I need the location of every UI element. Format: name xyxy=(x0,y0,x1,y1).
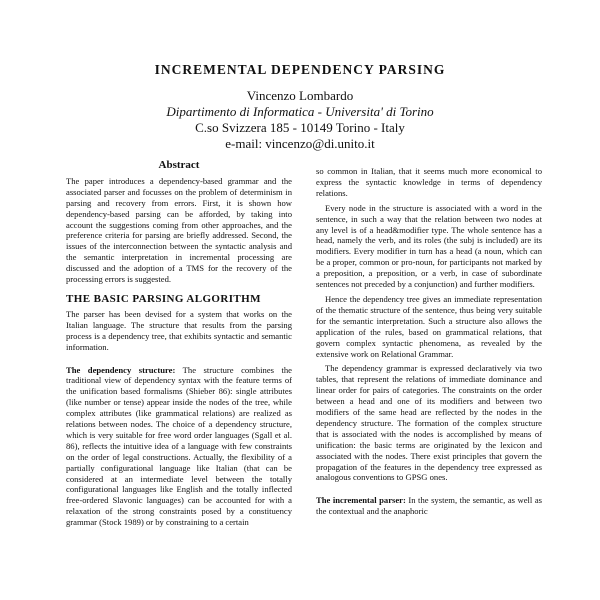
section-paragraph xyxy=(316,495,542,517)
paragraph-body: The structure combines the traditional view of dependency syntax with the feature terms of the unification based formalisms (Shieber 86): single attributes (like number or tense) appear inside the nodes of the tree, while complex attributes (like grammatical relations) are realized as relations between nodes. The choice of a dependency structure, which is very suitable for free word order languages (Sgall et al. 86), reflects the intuitive idea of a language with few constraints on the order of legal constructions. Actually, the flexibility of a partially configurational language like Italian (that can be considered at an intermediate level between the totally configurational languages like English and the totally inflected free-ordered Slavonic languages) can be accounted for with a relaxation of the strong constraints posed by a constituency grammar (Stock 1989) or by constraining to a certain xyxy=(66,364,292,528)
author-block xyxy=(0,88,600,152)
section-heading: THE BASIC PARSING ALGORITHM xyxy=(66,292,261,305)
paragraph-body: In the system, the semantic, as well as the contextual and the anaphoric xyxy=(316,495,543,517)
abstract-heading: Abstract xyxy=(158,159,200,171)
section-paragraph: The dependency grammar is expressed declaratively via two tables, that represent the relations of immediate dominance and linear order for pairs of categories. The constraints on the order between a head and one of its modifiers and between two modifiers of the same head are reflected by the nodes in the dependency structure. The formation of the complex structure that is associated with the nodes is accomplished by means of unification: the basic terms are originated by the lexicon and associated with the nodes. There exist principles that govern the propagation of the features in the dependency tree expressed as analogous conventions to GPSG ones. xyxy=(316,363,542,483)
left-column xyxy=(66,160,292,532)
section-paragraph xyxy=(66,365,292,529)
right-column xyxy=(316,166,542,521)
abstract-text: The paper introduces a dependency-based grammar and the associated parser and focusses on the problem of determinism in parsing and recovery from errors. First, it is shown how dependency-based parsing can be afforded, by taking into account the suggestions coming from other approaches, and the preference criteria for parsing are briefly addressed. Second, the issues of the interconnection between the syntactic analysis and the semantic interpretation in incremental processing are discussed and the adoption of a TMS for the recovery of the processing errors is suggested. xyxy=(66,175,292,285)
section-paragraph: The parser has been devised for a system that works on the Italian language. The structure that results from the parsing process is a dependency tree, that exhibits syntactic and semantic information. xyxy=(66,308,292,352)
run-in-heading: The dependency structure: xyxy=(66,364,176,375)
author-affiliation: Dipartimento di Informatica - Universita' di Torino xyxy=(166,104,434,119)
author-email: e-mail: vincenzo@di.unito.it xyxy=(225,136,375,151)
author-name: Vincenzo Lombardo xyxy=(246,88,354,103)
paper-title: INCREMENTAL DEPENDENCY PARSING xyxy=(154,62,446,77)
run-in-heading: The incremental parser: xyxy=(316,495,406,506)
section-paragraph: Hence the dependency tree gives an immediate representation of the thematic structure of the sentence, thus being very suitable for the semantic interpretation. Such a structure also allows the application of the rules, based on grammatical relations, that govern complex syntactic phenomena, as revealed by the extensive work on Relational Grammar. xyxy=(316,293,542,359)
author-address: C.so Svizzera 185 - 10149 Torino - Italy xyxy=(195,120,405,135)
section-paragraph: so common in Italian, that it seems much more economical to express the syntactic knowledge in terms of dependency relations. xyxy=(316,166,542,198)
section-paragraph: Every node in the structure is associated with a word in the sentence, in such a way that the relation between two nodes at any level is of a head&modifier type. The whole sentence has a head, namely the verb, and its roles (the subj is included) are its modifiers. Every modifier in turn has a head (a noun, which can be a proper, common or pro-noun, for participants not marked by a preposition, a preposition, or a verb, in case of subordinate sentences not preceded by a conjunction) and further modifiers. xyxy=(316,202,542,290)
